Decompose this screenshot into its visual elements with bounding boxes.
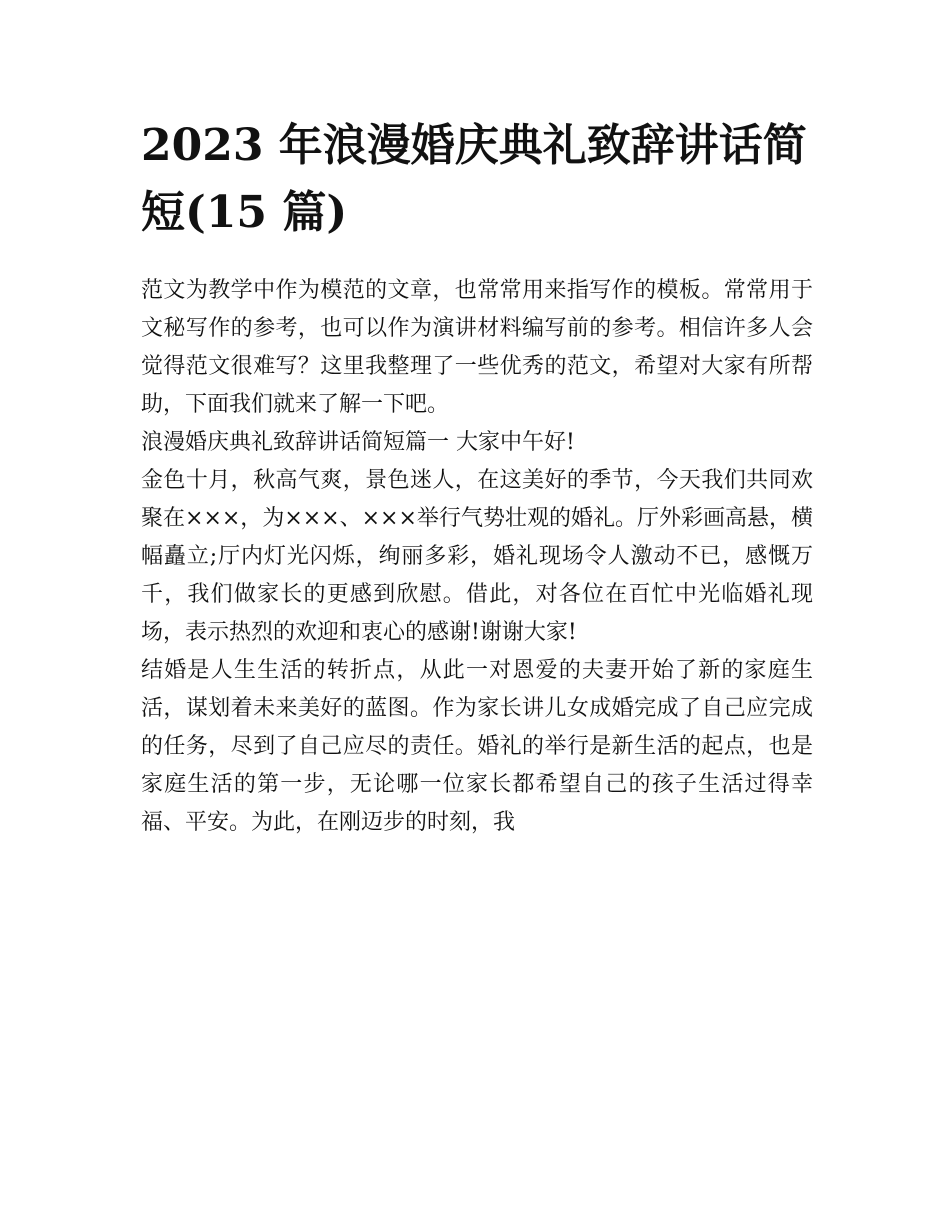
document-body xyxy=(141,272,813,842)
document-content xyxy=(141,112,813,842)
paragraph-intro: 范文为教学中作为模范的文章，也常常用来指写作的模板。常常用于文秘写作的参考，也可以作为演讲材料编写前的参考。相信许多人会觉得范文很难写？这里我整理了一些优秀的范文，希望对大家有所帮助，下面我们就来了解一下吧。 xyxy=(141,278,813,417)
paragraph-marriage: 结婚是人生生活的转折点，从此一对恩爱的夫妻开始了新的家庭生活，谋划着未来美好的蓝图。作为家长讲儿女成婚完成了自己应完成的任务，尽到了自己应尽的责任。婚礼的举行是新生活的起点，也是家庭生活的第一步，无论哪一位家长都希望自己的孩子生活过得幸福、平安。为此，在刚迈步的时刻，我 xyxy=(141,658,813,835)
document-title: 2023 年浪漫婚庆典礼致辞讲话简短(15 篇) xyxy=(141,120,807,238)
paragraph-section-heading: 浪漫婚庆典礼致辞讲话简短篇一 大家中午好! xyxy=(141,430,575,455)
paragraph-greeting: 金色十月，秋高气爽，景色迷人，在这美好的季节，今天我们共同欢聚在×××，为×××、×××举行气势壮观的婚礼。厅外彩画高悬，横幅矗立;厅内灯光闪烁，绚丽多彩，婚礼现场令人激动不已，感慨万千，我们做家长的更感到欣慰。借此，对各位在百忙中光临婚礼现场，表示热烈的欢迎和衷心的感谢!谢谢大家! xyxy=(141,468,813,645)
